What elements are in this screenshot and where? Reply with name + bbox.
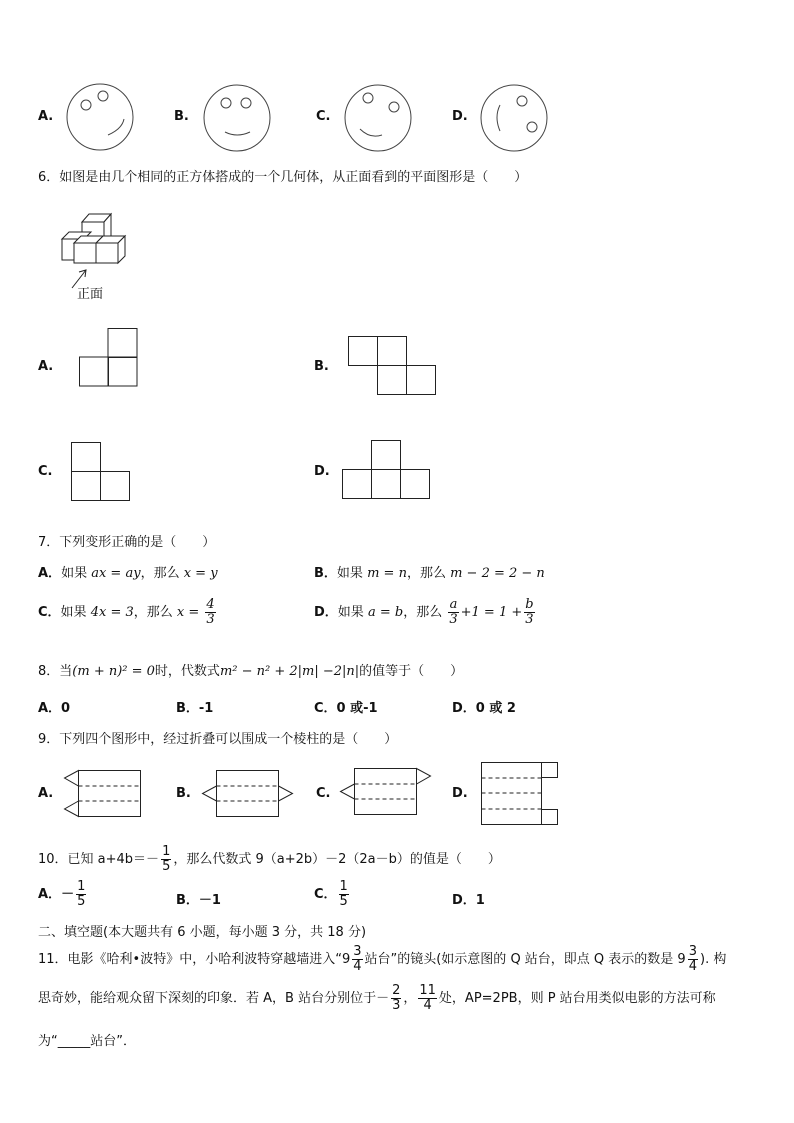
q9-option-c-letter: C. — [316, 786, 331, 801]
q5-option-d-face-figure — [478, 83, 554, 153]
section-2-title: 二、填空题(本大题共有 6 小题，每小题 3 分，共 18 分) — [38, 925, 367, 940]
q5-option-b-letter: B. — [174, 109, 189, 124]
q6-stem: 6．如图是由几个相同的正方体搭成的一个几何体，从正面看到的平面图形是（ ） — [38, 170, 528, 185]
q11-line-2: 思奇妙，能给观众留下深刻的印象．若 A，B 站台分别位于－ $\frac{2}{3}$ ， $\frac{11}{4}$ 处，AP=2PB，则 P 站台用类似电影的方法可称 — [38, 983, 716, 1013]
q9-option-d-letter: D. — [452, 786, 468, 801]
q7-option-d: D．如果 a = b，那么 $\frac{a}{3}$ +1 = 1 + $\frac{b}{3}$ — [314, 597, 534, 627]
q11-line-1: 11．电影《哈利•波特》中，小哈利波特穿越墙进入“9 $\frac{3}{4}$ 站台”的镜头(如示意图的 Q 站台，即点 Q 表示的数是 9 $\frac{3}{4}$ ). 构 — [38, 944, 727, 974]
q9-option-b-figure — [202, 770, 296, 820]
q9-option-a-figure — [64, 770, 144, 820]
q10-option-d: D．1 — [452, 893, 485, 908]
q5-option-a-letter: A. — [38, 109, 54, 124]
q10-option-b: B．－1 — [176, 893, 221, 908]
q6-solid-figure — [58, 210, 128, 270]
q5-option-b-face-figure — [200, 83, 276, 153]
q6-option-b-letter: B. — [314, 359, 329, 374]
q8-option-a: A．0 — [38, 701, 71, 716]
q7-option-a: A．如果 ax = ay，那么 x = y — [38, 566, 218, 581]
q7-stem: 7．下列变形正确的是（ ） — [38, 535, 216, 550]
q7-option-c: C．如果 4x = 3，那么 x = $\frac{4}{3}$ — [38, 597, 215, 627]
q7-option-b: B．如果 m = n，那么 m − 2 = 2 − n — [314, 566, 545, 581]
q9-option-b-letter: B. — [176, 786, 191, 801]
q5-option-d-letter: D. — [452, 109, 468, 124]
q6-option-d-figure — [342, 440, 432, 502]
q5-option-a-face-figure — [64, 83, 140, 153]
q8-option-c: C．0 或-1 — [314, 701, 378, 716]
q9-option-a-letter: A. — [38, 786, 54, 801]
q6-front-label: 正面 — [77, 287, 104, 302]
q10-option-a: A．－ $\frac{1}{5}$ — [38, 879, 86, 909]
q6-option-c-figure — [71, 442, 133, 504]
q9-option-d-figure — [481, 762, 561, 828]
q10-option-c: C． $\frac{1}{5}$ — [314, 879, 348, 909]
q6-option-a-figure — [79, 328, 139, 388]
q5-option-c-face-figure — [342, 83, 418, 153]
q6-option-a-letter: A. — [38, 359, 54, 374]
q6-option-c-letter: C. — [38, 464, 53, 479]
q6-option-d-letter: D. — [314, 464, 330, 479]
q8-option-d: D．0 或 2 — [452, 701, 516, 716]
q9-option-c-figure — [340, 768, 436, 818]
q8-stem: 8．当(m + n)² = 0时，代数式m² − n² + 2|m| −2|n|的值等于（ ） — [38, 664, 464, 679]
q6-option-b-figure — [348, 336, 438, 396]
q11-line-3: 为“_____站台”． — [38, 1034, 136, 1049]
q5-option-c-letter: C. — [316, 109, 331, 124]
q10-stem: 10．已知 a+4b＝－ $\frac{1}{5}$ ，那么代数式 9（a+2b）－2（2a－b）的值是（ ） — [38, 844, 501, 874]
q8-option-b: B．-1 — [176, 701, 214, 716]
q9-stem: 9．下列四个图形中，经过折叠可以围成一个棱柱的是（ ） — [38, 732, 398, 747]
